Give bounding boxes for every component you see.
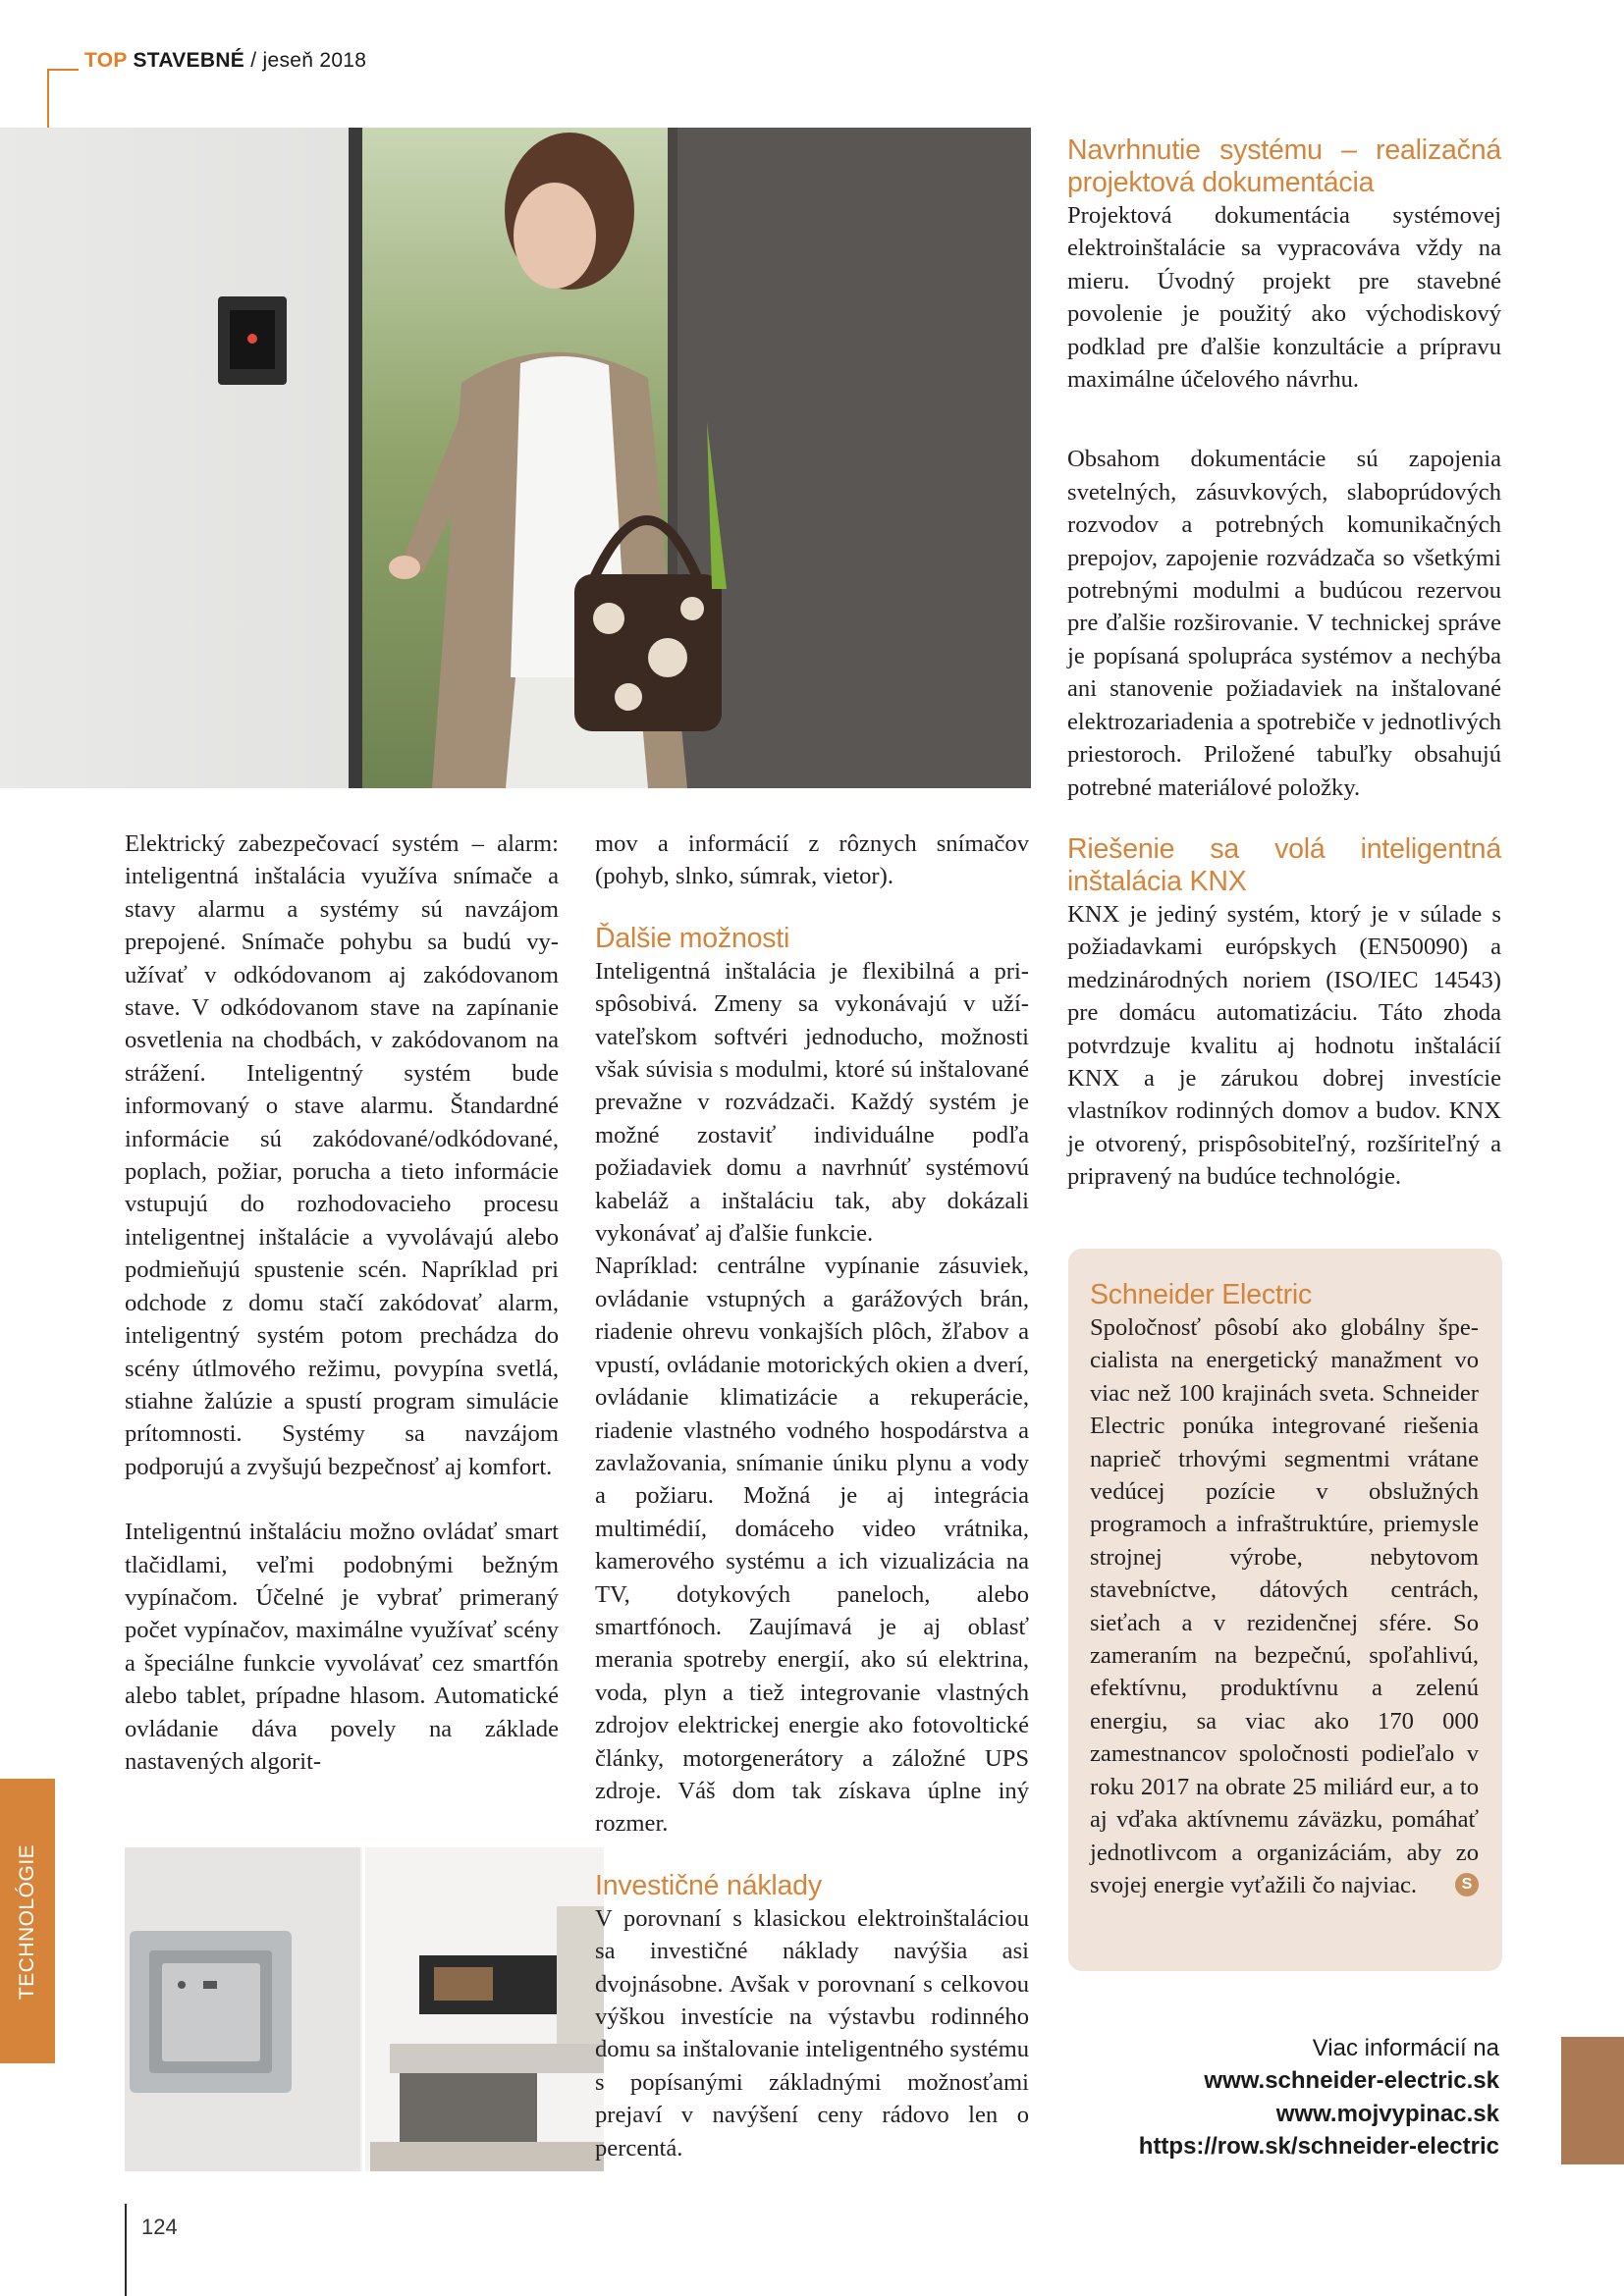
company-info-content [1090,1279,1479,1901]
paragraph-costs: V porovnaní s klasickou elektroinštaláciou sa investičné náklady navýšia asi dvojnásobne. Avšak v porovnaní s celkovou výškou investície na výstavbu rodinného domu sa inštalovanie inteligentného systému s popísanými základnými možnosťami prejaví v navýšení ceny rádovo len o percentá. [595,1904,1029,2162]
header-brand-name: STAVEBNÉ [133,49,245,72]
heading-dalsie-moznosti: Ďalšie možnosti [595,922,790,954]
footer-rule [125,2204,127,2296]
page-number: 124 [141,2215,178,2239]
link-mojvypinac[interactable]: www.mojvypinac.sk [1275,2100,1499,2127]
header-rule-vertical [47,69,49,128]
box-body: Spoločnosť pôsobí ako globálny špecialista na energetický manažment vo viac než 100 krajinách sveta. Schneider Electric ponúka integrované riešenia naprieč trhovými segmentmi vrátane vedúcej pozície v obslužných programoch a infraštruktúre, priemysle strojnej výrobe, nebytovom stavebníctve, dátových centrách, sieťach a v rezidenčnej sfére. So zameraním na bezpečnú, spoľahlivú, efektívnu, produktívnu a zelenú energiu, sa viac ako 170 000 zamestnancov spoločnosti podieľalo v roku 2017 na obrate 25 miliárd eur, a to aj vďaka aktívnemu záväzku, pomáhať jednotlivcom a organizáciám, aby zo svojej energie vyťažili čo najviac. [1090,1314,1479,1898]
hero-photo [0,128,1031,788]
more-info-label: Viac informácií na [1312,2035,1499,2061]
section-side-tab-label: TECHNOLÓGIE [16,1843,38,2001]
link-schneider-electric[interactable]: www.schneider-electric.sk [1204,2067,1499,2095]
paragraph-flexibility: Inteligentná inštalácia je flexibilná a prispôsobivá. Zmeny sa vykonávajú v užívateľskom softvéri jednoducho, možnosti však súvisia s modulmi, ktoré sú inštalované prevažne v rozvádzači. Každý systém je možné zostaviť individuálne podľa požiadaviek domu a navrhnúť systémovú kabeláž a inštaláciu tak, aby dokázali vykonávať aj ďalšie funkcie. [595,957,1029,1248]
switch-interior-photo [125,1847,604,2171]
paragraph-alarm: Elektrický zabezpečovací systém – alarm: inteligentná inštalácia využíva snímače a stavy alarmu a systémy sú navzájom prepojené. Snímače pohybu sa budú využívať v odkódovanom aj zakódovanom stave. V odkódovanom stave na zapínanie osvetlenia na chodbách, v zakódovanom na strážení. Inteligentný systém bude informovaný o stave alarmu. Štandardné informácie sú zakódované/odkódované, poplach, požiar, porucha a tieto informácie vstupujú do rozhodovacieho procesu inteligentnej inštalácie a vyvolávajú alebo podmieňujú spustenie scén. Napríklad pri odchode z domu stačí zakódovať alarm, inteligentný systém potom prechádza do scény útlmového režimu, povypína svetlá, stiahne žalúzie a spustí program simulácie prítomnosti. Systémy sa navzájom podporujú a zvyšujú bezpečnosť aj komfort. [125,830,559,1480]
header-season: jeseň 2018 [262,49,367,72]
paragraph-knx: KNX je jediný systém, ktorý je v súlade s požiadavkami európskych (EN50090) a medzinárodných noriem (ISO/IEC 14543) pre domácu automatizáciu. Táto zhoda potvrdzuje kvalitu aj hodnotu inštalácií KNX a je zárukou dobrej investície vlastníkov rodinných domov a budov. KNX je otvorený, prispôsobiteľný, rozšíriteľný a pripravený na budúce technológie. [1067,900,1501,1191]
text-column-1 [125,828,559,1778]
paragraph-smart-buttons: Inteligentnú inštaláciu možno ovládať smart tlačidlami, veľmi podobnými bežným vypínačom. Účelné je vybrať primeraný počet vypínačov, maximálne využívať scény a špeciálne funkcie vyvolávať cez smartfón alebo tablet, prípadne hlasom. Automatické ovládanie dáva povely na základe nastavených algorit- [125,1519,559,1775]
paragraph-project-docs: Projektová dokumentácia systémovej elektroinštalácie sa vypracováva vždy na mieru. Úvodný projekt pre stavebné povolenie je použitý ako východiskový podklad pre ďalšie konzultácie a prípravu maximálne účelového návrhu. [1067,202,1501,394]
heading-investicne-naklady: Investičné náklady [595,1869,822,1901]
paragraph-docs-content: Obsahom dokumentácie sú zapojenia svetelných, zásuvkových, slaboprúdových rozvodov a potrebných komunikačných prepojov, zapojenie rozvádzača so všetkými potrebnými modulmi a budúcou rezervou pre ďalšie rozširovanie. V technickej správe je popísaná spolupráca systémov a nechýba ani stanovenie požiadaviek na inštalované elektrozariadenia a spotrebiče v jednotlivých priestoroch. Priložené tabuľky obsahujú potrebné materiálové položky. [1067,446,1501,801]
paragraph-examples: Napríklad: centrálne vypínanie zásuviek, ovládanie vstupných a garážových brán, riadenie ohrevu vonkajších plôch, žľabov a vpustí, ovládanie motorických okien a dverí, ovládanie klimatizácie a rekuperácie, riadenie vlastného vodného hospodárstva a zavlažovania, snímanie úniku plynu a vody a požiaru. Možná je aj integrácia multimédií, domáceho video vrátnika, kamerového systému a ich vizualizácia na TV, dotykových paneloch, alebo smartfónoch. Zaujímavá je aj oblasť merania spotreby energií, ako sú elektrina, voda, plyn a tiež integrovanie vlastných zdrojov elektrickej energie ako fotovoltické články, motorgenerátory a záložné UPS zdroje. Váš dom tak získava úplne iný rozmer. [595,1253,1029,1838]
heading-knx: Riešenie sa volá inteligentná inštalácia KNX [1067,832,1501,897]
header-separator: / [244,49,263,72]
text-column-2 [595,828,1029,2164]
heading-navrhnutie-systemu: Navrhnutie systému – realizačná projektová dokumentácia [1067,134,1501,198]
box-title: Schneider Electric [1090,1279,1313,1310]
header-rule-horizontal [47,69,79,71]
more-info [1139,2032,1499,2163]
box-text [1090,1311,1479,1901]
link-row-schneider[interactable]: https://row.sk/schneider-electric [1138,2133,1499,2161]
running-header [84,49,366,73]
right-edge-tab [1561,2037,1624,2164]
header-brand-top: TOP [84,49,128,72]
paragraph-continuation: mov a informácií z rôznych snímačov (pohyb, slnko, súmrak, vietor). [595,830,1029,890]
text-column-3 [1067,134,1501,1194]
article-end-icon: S [1455,1873,1479,1896]
